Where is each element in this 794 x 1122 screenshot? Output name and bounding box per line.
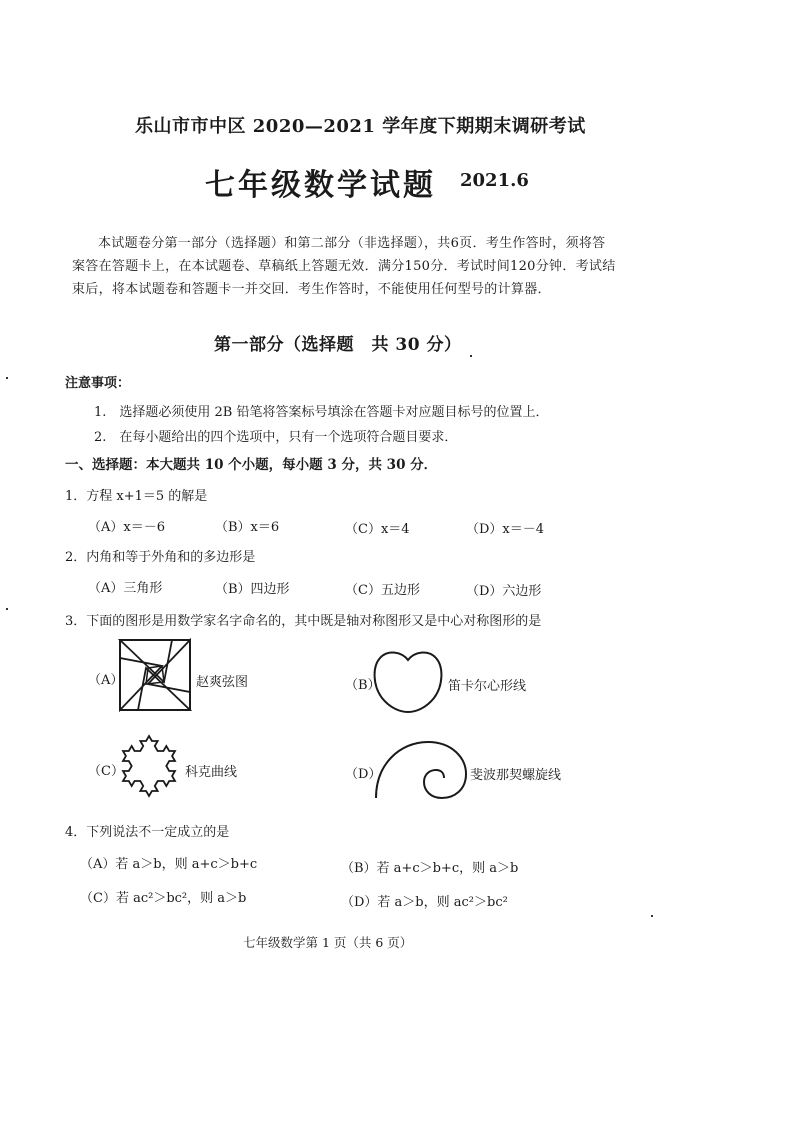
scan-speck (6, 608, 8, 610)
q3-option-d-letter: （D） (345, 767, 382, 782)
notes-heading: 注意事项： (65, 376, 131, 391)
question-1-stem: 1．方程 x+1＝5 的解是 (65, 489, 208, 504)
note-item: 1. 选择题必须使用 2B 铅笔将答案标号填涂在答题卡对应题目标号的位置上． (94, 405, 549, 420)
q3-option-d-label: 斐波那契螺旋线 (470, 768, 562, 783)
question-3-stem: 3．下面的图形是用数学家名字命名的，其中既是轴对称图形又是中心对称图形的是 (65, 614, 542, 629)
q1-option-a: （A）x＝－6 (88, 520, 165, 535)
q4-option-a: （A）若 a＞b，则 a+c＞b+c (80, 857, 258, 872)
q3-option-a-label: 赵爽弦图 (196, 675, 249, 690)
zhao-shuang-figure (118, 638, 194, 714)
q3-option-c-label: 科克曲线 (185, 765, 238, 780)
q1-option-b: （B）x＝6 (215, 520, 280, 535)
scan-speck (651, 915, 653, 917)
part-title: 第一部分（选择题 共 30 分） (214, 335, 462, 355)
intro-paragraph: 本试题卷分第一部分（选择题）和第二部分（非选择题），共6页．考生作答时，须将答案答在答题卡上，在本试题卷、草稿纸上答题无效．满分150分．考试时间120分钟．考试结束后，将本试题卷和答题卡一并交回．考生作答时，不能使用任何型号的计算器． (72, 236, 616, 297)
note-item: 2. 在每小题给出的四个选项中，只有一个选项符合题目要求． (94, 430, 458, 445)
q2-option-a: （A）三角形 (88, 581, 163, 596)
page-title: 七年级数学试题 (205, 168, 436, 203)
q2-option-b: （B）四边形 (215, 582, 290, 597)
q4-option-c: （C）若 ac²＞bc²，则 a＞b (80, 891, 247, 906)
q3-option-b-letter: （B） (345, 678, 381, 693)
cardioid-figure (372, 648, 444, 714)
q3-option-c-letter: （C） (88, 764, 124, 779)
section-heading: 一、选择题：本大题共 10 个小题，每小题 3 分，共 30 分． (65, 457, 438, 473)
page-footer: 七年级数学第 1 页（共 6 页） (243, 935, 413, 950)
fibonacci-spiral-figure (372, 738, 468, 802)
q2-option-c: （C）五边形 (345, 583, 420, 598)
q4-option-d: （D）若 a＞b，则 ac²＞bc² (341, 895, 508, 910)
q4-option-b: （B）若 a+c＞b+c，则 a＞b (341, 861, 519, 876)
q3-option-a-letter: （A） (88, 673, 124, 688)
q2-option-d: （D）六边形 (466, 584, 542, 599)
exam-date: 2021.6 (460, 170, 529, 191)
q1-option-d: （D）x＝－4 (466, 522, 545, 537)
scan-speck (470, 355, 472, 357)
exam-header: 乐山市市中区 2020—2021 学年度下期期末调研考试 (135, 116, 586, 137)
q3-option-b-label: 笛卡尔心形线 (448, 679, 527, 694)
q1-option-c: （C）x＝4 (345, 522, 410, 537)
scan-speck (6, 377, 8, 379)
question-2-stem: 2．内角和等于外角和的多边形是 (65, 550, 256, 565)
koch-curve-figure (113, 728, 185, 800)
question-4-stem: 4．下列说法不一定成立的是 (65, 825, 230, 840)
